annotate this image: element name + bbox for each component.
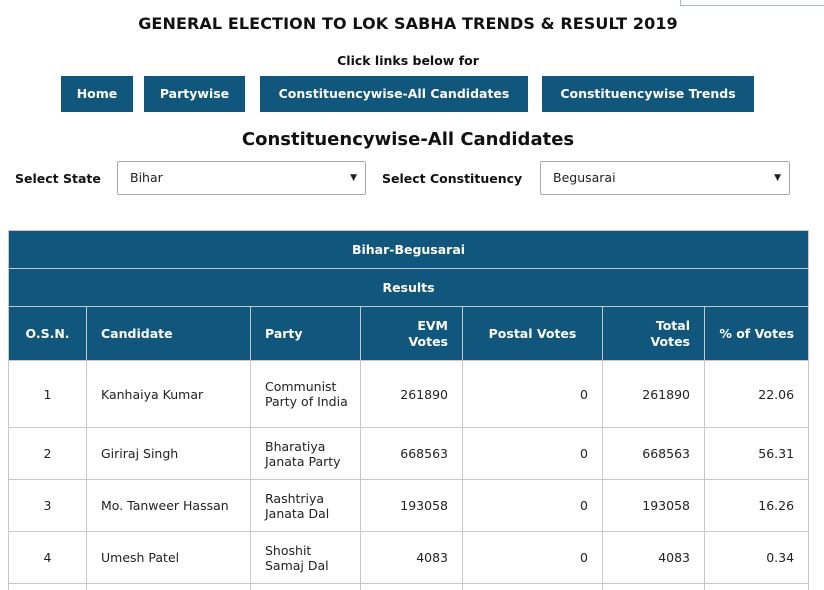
constituency-banner: Bihar-Begusarai	[9, 231, 809, 269]
page-title: GENERAL ELECTION TO LOK SABHA TRENDS & RESULT 2019	[138, 14, 678, 33]
constituency-select[interactable]	[540, 161, 790, 195]
cell-osn: 2	[9, 428, 87, 480]
constituencywise-all-candidates-button[interactable]: Constituencywise-All Candidates	[260, 76, 528, 112]
col-header-total-votes: Total Votes	[603, 307, 705, 361]
cell-candidate: Giriraj Singh	[87, 428, 251, 480]
table-row	[9, 532, 809, 584]
nav-hint: Click links below for	[337, 53, 479, 68]
results-table	[8, 230, 809, 590]
dropdown-arrow-icon: ▼	[774, 173, 781, 183]
table-row	[9, 361, 809, 428]
cell-evm-votes: 668563	[361, 428, 463, 480]
col-header-evm-votes: EVM Votes	[361, 307, 463, 361]
cell-total-votes: 261890	[603, 361, 705, 428]
state-label: Select State	[15, 171, 101, 186]
cell-party: Shoshit Samaj Dal	[251, 532, 361, 584]
constituency-select-value: Begusarai	[553, 170, 616, 185]
cell-party: Communist Party of India	[251, 361, 361, 428]
cell-evm-votes: 261890	[361, 361, 463, 428]
results-banner: Results	[9, 269, 809, 307]
cell-osn: 4	[9, 532, 87, 584]
cell-postal-votes: 0	[463, 480, 603, 532]
cell-postal-votes: 0	[463, 361, 603, 428]
cell-evm-votes: 4083	[361, 532, 463, 584]
cell-percent-votes: 0.34	[705, 532, 809, 584]
col-header-party: Party	[251, 307, 361, 361]
section-title: Constituencywise-All Candidates	[241, 129, 575, 150]
table-row	[9, 480, 809, 532]
cell-percent-votes: 56.31	[705, 428, 809, 480]
cell-total-votes: 193058	[603, 480, 705, 532]
table-row	[9, 428, 809, 480]
cell-evm-votes: 193058	[361, 480, 463, 532]
cell-postal-votes: 0	[463, 532, 603, 584]
cell-total-votes: 668563	[603, 428, 705, 480]
cell-party: Rashtriya Janata Dal	[251, 480, 361, 532]
partywise-button[interactable]: Partywise	[144, 76, 245, 112]
home-button[interactable]: Home	[61, 76, 133, 112]
cell-postal-votes: 0	[463, 428, 603, 480]
constituencywise-trends-button[interactable]: Constituencywise Trends	[542, 76, 754, 112]
cell-total-votes: 4083	[603, 532, 705, 584]
col-header-osn: O.S.N.	[9, 307, 87, 361]
col-header-postal-votes: Postal Votes	[463, 307, 603, 361]
top-right-frame	[680, 0, 824, 6]
constituency-label: Select Constituency	[382, 171, 523, 186]
cell-percent-votes: 22.06	[705, 361, 809, 428]
dropdown-arrow-icon: ▼	[350, 173, 357, 183]
state-select-value: Bihar	[130, 170, 163, 185]
cell-candidate: Umesh Patel	[87, 532, 251, 584]
cell-party: Bharatiya Janata Party	[251, 428, 361, 480]
cell-candidate: Mo. Tanweer Hassan	[87, 480, 251, 532]
cell-osn: 3	[9, 480, 87, 532]
table-row-partial	[9, 584, 809, 590]
cell-candidate: Kanhaiya Kumar	[87, 361, 251, 428]
col-header-percent-votes: % of Votes	[705, 307, 809, 361]
cell-percent-votes: 16.26	[705, 480, 809, 532]
state-select[interactable]	[117, 161, 366, 195]
col-header-candidate: Candidate	[87, 307, 251, 361]
cell-osn: 1	[9, 361, 87, 428]
